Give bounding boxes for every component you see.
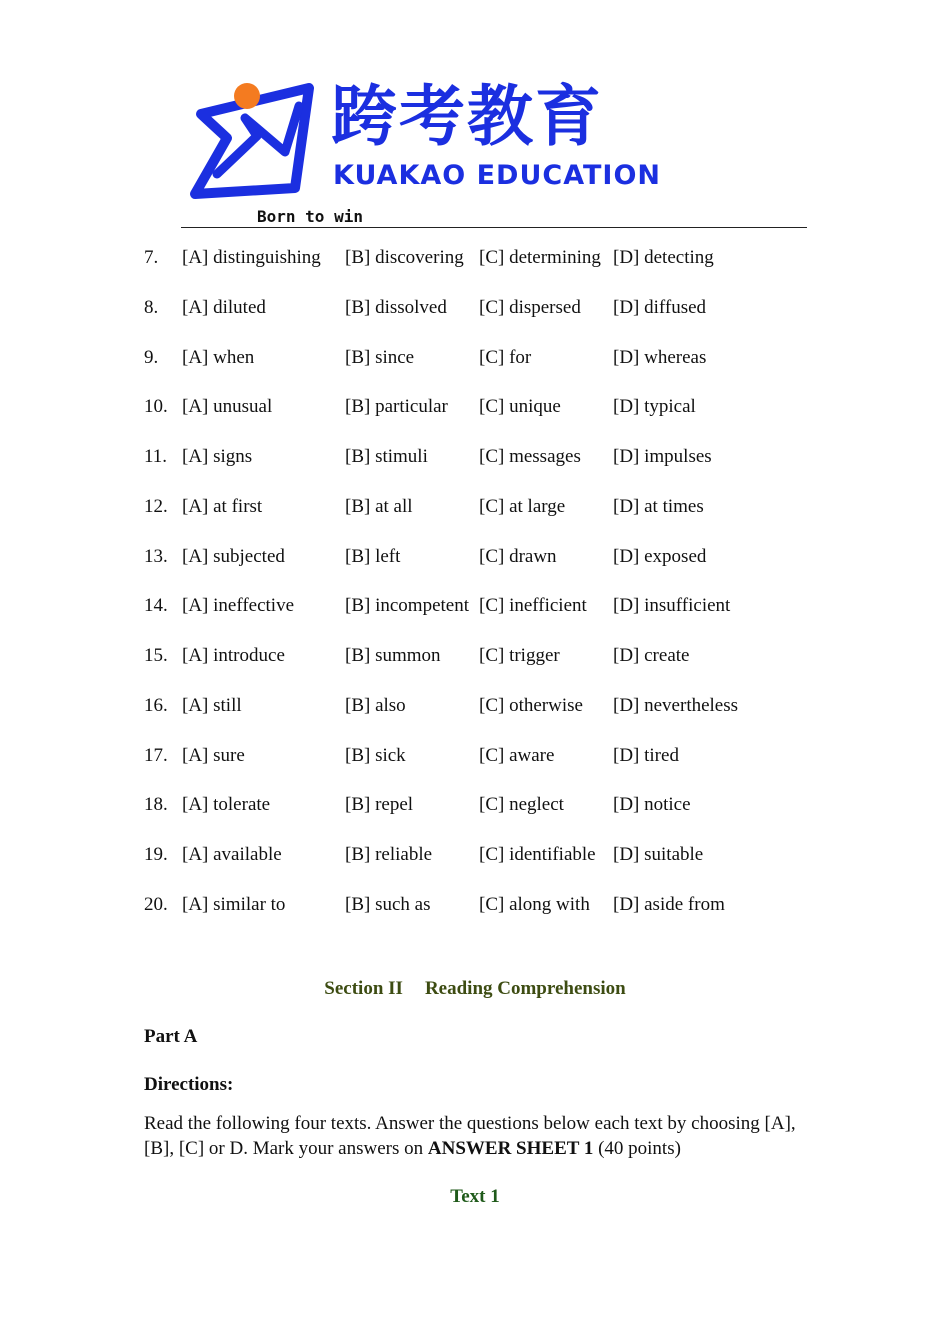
question-number: 14. (144, 595, 168, 617)
logo-dot (234, 83, 260, 109)
option-a: [A] ineffective (182, 595, 295, 617)
option-row (144, 493, 824, 543)
logo-english-text: KUAKAO EDUCATION (333, 160, 662, 191)
option-c: [C] at large (479, 495, 566, 517)
option-c: [C] trigger (479, 645, 560, 666)
option-d: [D] create (613, 645, 690, 666)
option-a: [A] still (182, 694, 242, 716)
option-b: [B] repel (345, 794, 414, 816)
question-number: 8. (144, 296, 159, 318)
option-a: [A] sure (182, 744, 245, 766)
option-a: [A] unusual (182, 396, 273, 418)
option-b: [B] reliable (345, 844, 433, 865)
option-a: [A] available (182, 844, 282, 865)
option-c: [C] otherwise (479, 694, 583, 716)
section-title (0, 978, 950, 1000)
option-d: [D] tired (613, 744, 679, 766)
option-b: [B] particular (345, 396, 448, 418)
option-row (144, 891, 824, 941)
directions-post: (40 points) (593, 1138, 681, 1159)
option-d: [D] diffused (613, 296, 707, 318)
option-c: [C] along with (479, 893, 590, 915)
question-number: 12. (144, 495, 168, 517)
option-c: [C] neglect (479, 794, 564, 816)
option-d: [D] nevertheless (613, 694, 739, 716)
page-header (181, 76, 807, 228)
question-number: 13. (144, 545, 168, 567)
answer-sheet-label: ANSWER SHEET 1 (427, 1138, 594, 1159)
option-row (144, 791, 824, 841)
option-a: [A] distinguishing (182, 247, 321, 268)
option-d: [D] exposed (613, 545, 707, 567)
option-row (144, 543, 824, 593)
option-b: [B] also (345, 694, 406, 716)
option-b: [B] such as (345, 893, 431, 915)
section-number: Section II (324, 978, 403, 999)
option-c: [C] for (479, 346, 532, 368)
tagline: Born to win (257, 207, 363, 226)
question-number: 19. (144, 844, 168, 865)
option-row (144, 244, 824, 294)
option-row (144, 841, 824, 891)
part-heading: Part A (144, 1026, 198, 1047)
option-a: [A] at first (182, 495, 263, 517)
option-row (144, 692, 824, 742)
question-number: 16. (144, 694, 168, 716)
option-row (144, 393, 824, 443)
option-a: [A] diluted (182, 296, 266, 318)
directions-pre: Read the following four texts. Answer the questions below each text by choosing [A], [B], [C] or D. Mark your answers on (144, 1113, 796, 1159)
option-b: [B] sick (345, 744, 406, 766)
question-number: 9. (144, 346, 159, 368)
option-d: [D] aside from (613, 893, 725, 915)
option-a: [A] when (182, 346, 255, 368)
option-b: [B] dissolved (345, 296, 447, 318)
option-c: [C] drawn (479, 545, 557, 567)
option-d: [D] suitable (613, 844, 704, 865)
header-divider (181, 227, 807, 228)
question-number: 18. (144, 794, 168, 816)
option-row (144, 443, 824, 493)
text-heading: Text 1 (450, 1186, 500, 1207)
option-row (144, 742, 824, 792)
option-c: [C] messages (479, 446, 581, 467)
option-d: [D] impulses (613, 446, 712, 467)
option-b: [B] incompetent (345, 595, 469, 617)
option-row (144, 642, 824, 692)
directions-heading: Directions: (144, 1074, 234, 1095)
logo-chinese-text: 跨考教育 (331, 78, 603, 155)
option-d: [D] whereas (613, 346, 707, 368)
option-c: [C] aware (479, 744, 555, 766)
question-number: 17. (144, 744, 168, 766)
option-b: [B] discovering (345, 247, 464, 268)
option-c: [C] determining (479, 247, 601, 268)
question-number: 10. (144, 396, 168, 418)
option-d: [D] at times (613, 495, 704, 517)
option-d: [D] typical (613, 396, 696, 418)
option-d: [D] insufficient (613, 595, 731, 617)
question-number: 15. (144, 645, 168, 666)
option-b: [B] stimuli (345, 446, 428, 467)
option-b: [B] at all (345, 495, 413, 517)
question-number: 11. (144, 446, 168, 467)
option-a: [A] subjected (182, 545, 285, 567)
directions-text (144, 1111, 814, 1161)
option-row (144, 592, 824, 642)
option-row (144, 344, 824, 394)
option-b: [B] left (345, 545, 401, 567)
option-row (144, 294, 824, 344)
option-d: [D] detecting (613, 247, 714, 268)
option-c: [C] inefficient (479, 595, 587, 617)
option-c: [C] dispersed (479, 296, 581, 318)
cloze-options-list (144, 244, 824, 941)
question-number: 7. (144, 247, 159, 268)
question-number: 20. (144, 893, 168, 915)
kuakao-logo-icon (187, 78, 327, 200)
option-a: [A] similar to (182, 893, 286, 915)
option-d: [D] notice (613, 794, 691, 816)
section-name: Reading Comprehension (424, 978, 626, 999)
option-b: [B] since (345, 346, 415, 368)
option-c: [C] unique (479, 396, 561, 418)
option-a: [A] signs (182, 446, 253, 467)
option-b: [B] summon (345, 645, 441, 666)
option-a: [A] introduce (182, 645, 285, 666)
option-a: [A] tolerate (182, 794, 271, 816)
option-c: [C] identifiable (479, 844, 596, 865)
